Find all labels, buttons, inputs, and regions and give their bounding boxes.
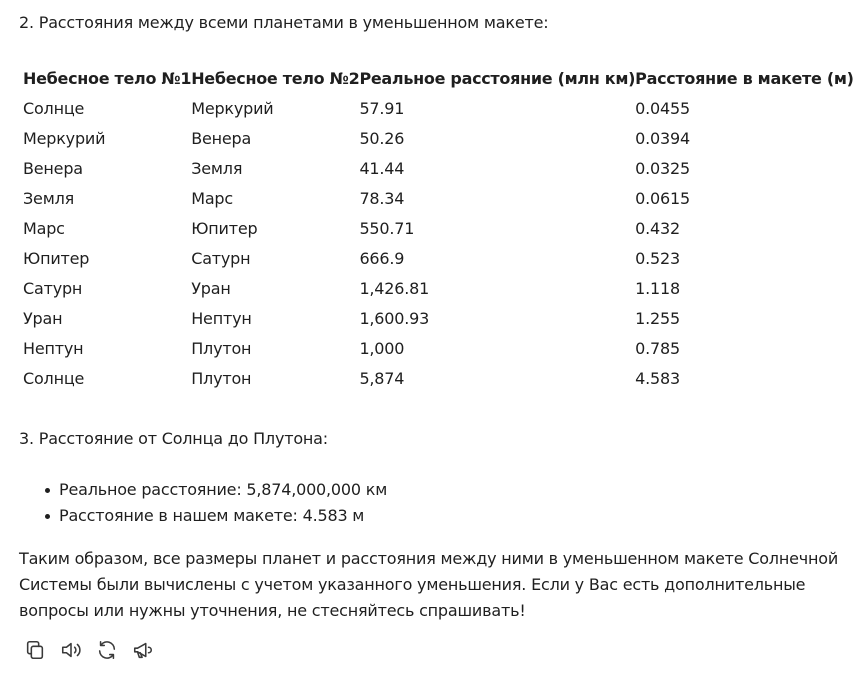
table-row bbox=[23, 334, 854, 364]
cell-body-1: Марс bbox=[23, 219, 65, 238]
cell-real-distance: 50.26 bbox=[359, 129, 405, 148]
column-header-body-2: Небесное тело №2 bbox=[191, 69, 360, 88]
table-row bbox=[23, 124, 854, 154]
cell-model-distance: 0.0325 bbox=[635, 159, 690, 178]
cell-model-distance: 0.432 bbox=[635, 219, 680, 238]
bullet-icon bbox=[45, 488, 50, 493]
distances-table bbox=[23, 64, 854, 394]
cell-real-distance: 1,426.81 bbox=[359, 279, 430, 298]
list-item bbox=[59, 477, 849, 503]
table-header-row bbox=[23, 64, 854, 94]
cell-body-1: Земля bbox=[23, 189, 75, 208]
cell-model-distance: 4.583 bbox=[635, 369, 680, 388]
table-row bbox=[23, 214, 854, 244]
cell-body-1: Юпитер bbox=[23, 249, 90, 268]
bullet-icon bbox=[45, 514, 50, 519]
list-item-text: Расстояние в нашем макете: 4.583 м bbox=[59, 506, 365, 525]
cell-body-2: Плутон bbox=[191, 369, 252, 388]
list-item-text: Реальное расстояние: 5,874,000,000 км bbox=[59, 480, 388, 499]
cell-model-distance: 0.0394 bbox=[635, 129, 690, 148]
cell-real-distance: 666.9 bbox=[359, 249, 405, 268]
cell-real-distance: 5,874 bbox=[359, 369, 405, 388]
section-3-heading: 3. Расстояние от Солнца до Плутона: bbox=[19, 429, 328, 448]
cell-body-2: Юпитер bbox=[191, 219, 258, 238]
summary-paragraph: Таким образом, все размеры планет и расстояния между ними в уменьшенном макете Солнечной Системы были вычислены с учетом указанного уменьшения. Если у Вас есть дополнительные вопросы или нужны уточнения, не стесняйтесь спрашивать! bbox=[19, 549, 839, 620]
cell-body-1: Сатурн bbox=[23, 279, 83, 298]
column-header-real-distance: Реальное расстояние (млн км) bbox=[359, 69, 636, 88]
message-content bbox=[19, 10, 854, 640]
cell-model-distance: 0.0615 bbox=[635, 189, 690, 208]
cell-body-2: Нептун bbox=[191, 309, 252, 328]
table-row bbox=[23, 304, 854, 334]
table-row bbox=[23, 94, 854, 124]
cell-real-distance: 1,600.93 bbox=[359, 309, 430, 328]
cell-real-distance: 57.91 bbox=[359, 99, 405, 118]
cell-body-1: Уран bbox=[23, 309, 63, 328]
megaphone-icon bbox=[132, 639, 154, 661]
cell-model-distance: 1.118 bbox=[635, 279, 680, 298]
cell-body-2: Марс bbox=[191, 189, 233, 208]
table-row bbox=[23, 274, 854, 304]
cell-body-1: Меркурий bbox=[23, 129, 106, 148]
cell-model-distance: 1.255 bbox=[635, 309, 680, 328]
copy-button[interactable] bbox=[24, 638, 46, 662]
speaker-icon bbox=[60, 639, 82, 661]
cell-body-2: Уран bbox=[191, 279, 231, 298]
cell-real-distance: 78.34 bbox=[359, 189, 405, 208]
cell-body-2: Земля bbox=[191, 159, 243, 178]
regenerate-button[interactable] bbox=[96, 638, 118, 662]
message-actions-toolbar bbox=[24, 638, 154, 662]
cell-body-2: Меркурий bbox=[191, 99, 274, 118]
cell-model-distance: 0.523 bbox=[635, 249, 680, 268]
read-aloud-button[interactable] bbox=[60, 638, 82, 662]
cell-real-distance: 550.71 bbox=[359, 219, 415, 238]
column-header-model-distance: Расстояние в макете (м) bbox=[635, 69, 854, 88]
table-row bbox=[23, 184, 854, 214]
refresh-icon bbox=[96, 639, 118, 661]
cell-model-distance: 0.0455 bbox=[635, 99, 690, 118]
feedback-button[interactable] bbox=[132, 638, 154, 662]
table-row bbox=[23, 244, 854, 274]
cell-body-2: Плутон bbox=[191, 339, 252, 358]
cell-real-distance: 41.44 bbox=[359, 159, 405, 178]
copy-icon bbox=[24, 639, 46, 661]
cell-body-2: Сатурн bbox=[191, 249, 251, 268]
cell-model-distance: 0.785 bbox=[635, 339, 680, 358]
cell-real-distance: 1,000 bbox=[359, 339, 405, 358]
cell-body-2: Венера bbox=[191, 129, 252, 148]
table-row bbox=[23, 154, 854, 184]
column-header-body-1: Небесное тело №1 bbox=[23, 69, 192, 88]
sun-pluto-facts-list bbox=[19, 477, 849, 529]
list-item bbox=[59, 503, 849, 529]
cell-body-1: Солнце bbox=[23, 369, 85, 388]
cell-body-1: Нептун bbox=[23, 339, 84, 358]
cell-body-1: Солнце bbox=[23, 99, 85, 118]
cell-body-1: Венера bbox=[23, 159, 83, 178]
section-2-heading: 2. Расстояния между всеми планетами в уменьшенном макете: bbox=[19, 13, 549, 32]
table-row bbox=[23, 364, 854, 394]
